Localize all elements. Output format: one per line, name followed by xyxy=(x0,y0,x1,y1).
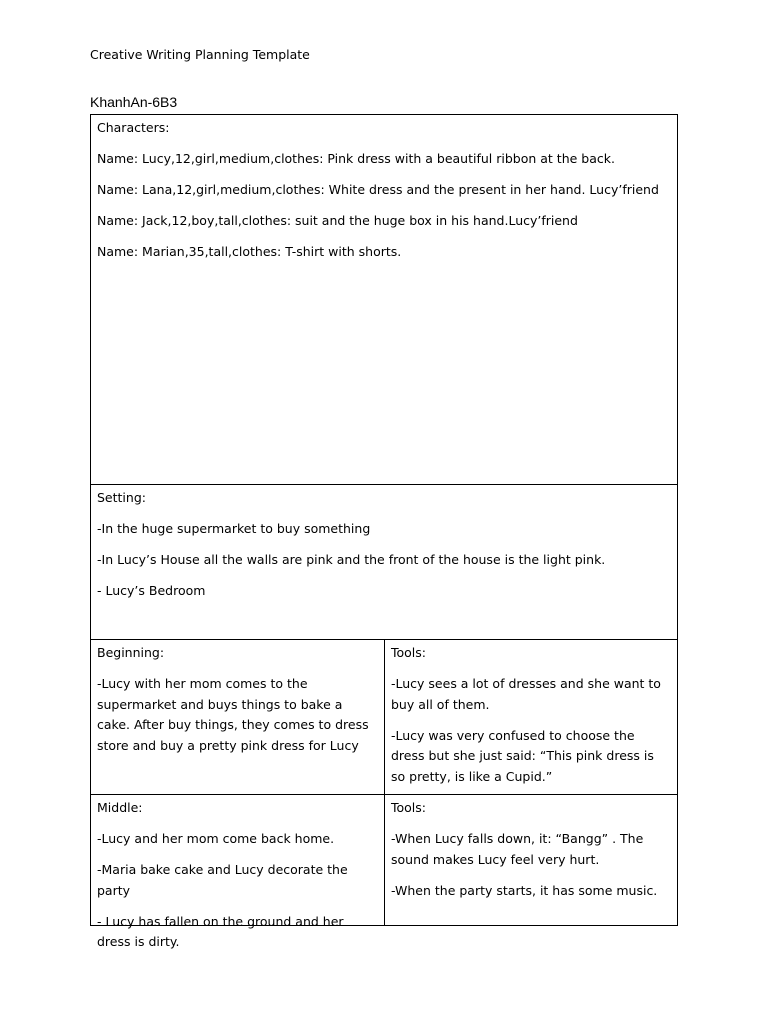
middle-heading: Middle: xyxy=(97,800,143,815)
author-label: KhanhAn-6B3 xyxy=(90,94,178,110)
middle-line: - Lucy has fallen on the ground and her dress is dirty. xyxy=(97,913,344,949)
beginning-tools-cell xyxy=(384,639,678,795)
beginning-line: -Lucy with her mom comes to the supermarket and buys things to bake a cake. After buy things, they comes to dress store and buy a pretty pink dress for Lucy xyxy=(97,676,369,753)
beginning-tools-heading: Tools: xyxy=(391,645,427,660)
character-line: Name: Lucy,12,girl,medium,clothes: Pink dress with a beautiful ribbon at the back. xyxy=(97,151,615,166)
beginning-heading: Beginning: xyxy=(97,645,165,660)
middle-tools-heading: Tools: xyxy=(391,800,427,815)
beginning-cell xyxy=(90,639,385,795)
middle-tools-line: -When Lucy falls down, it: “Bangg” . The sound makes Lucy feel very hurt. xyxy=(391,831,644,867)
setting-cell xyxy=(90,484,678,640)
beginning-tools-line: -Lucy sees a lot of dresses and she want to buy all of them. xyxy=(391,676,661,712)
setting-line: -In the huge supermarket to buy something xyxy=(97,521,371,536)
characters-cell xyxy=(90,114,678,485)
middle-cell xyxy=(90,794,385,949)
beginning-tools-line: -Lucy was very confused to choose the dress but she just said: “This pink dress is so pretty, is like a Cupid.” xyxy=(391,727,654,784)
middle-tools-line: -When the party starts, it has some music. xyxy=(391,882,658,898)
characters-heading: Characters: xyxy=(97,120,170,135)
setting-heading: Setting: xyxy=(97,490,146,505)
character-line: Name: Jack,12,boy,tall,clothes: suit and the huge box in his hand.Lucy’friend xyxy=(97,213,578,228)
document-title: Creative Writing Planning Template xyxy=(90,47,310,62)
middle-line: -Maria bake cake and Lucy decorate the party xyxy=(97,862,348,898)
character-line: Name: Lana,12,girl,medium,clothes: White dress and the present in her hand. Lucy’friend xyxy=(97,182,659,197)
character-line: Name: Marian,35,tall,clothes: T-shirt with shorts. xyxy=(97,244,402,259)
setting-line: - Lucy’s Bedroom xyxy=(97,583,206,598)
middle-line: -Lucy and her mom come back home. xyxy=(97,831,335,846)
setting-line: -In Lucy’s House all the walls are pink and the front of the house is the light pink. xyxy=(97,552,606,567)
middle-tools-cell xyxy=(384,794,678,926)
